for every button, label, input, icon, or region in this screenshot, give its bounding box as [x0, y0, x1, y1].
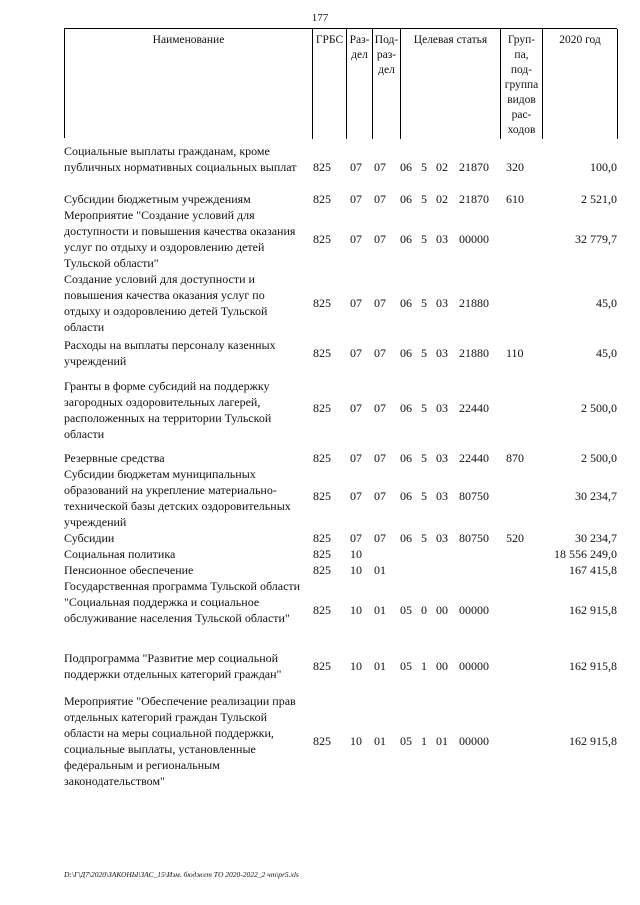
row-podrazdel: 01	[374, 563, 386, 577]
row-name: Расходы на выплаты персоналу казенных учреждений	[64, 338, 276, 368]
row-target-3: 03	[436, 346, 448, 360]
row-name: Социальная политика	[64, 547, 176, 561]
row-target-1: 06	[400, 296, 412, 310]
table-row	[64, 143, 617, 191]
file-path-footer: D:\Г\Д7\2020\ЗАКОНЫ\ЗАС_15\Изм. бюджет ТО 2020-2022_2 чт\pr5.xls	[64, 870, 299, 879]
row-target-2: 0	[421, 603, 427, 617]
row-grbs: 825	[313, 547, 331, 561]
row-target-3: 03	[436, 296, 448, 310]
row-name: Гранты в форме субсидий на поддержку загородных оздоровительных лагерей, расположенных на территории Тульской области	[64, 379, 272, 441]
row-name: Резервные средства	[64, 451, 165, 465]
row-grbs: 825	[313, 346, 331, 360]
row-razdel: 10	[350, 659, 362, 673]
row-target-3: 00	[436, 603, 448, 617]
row-amount: 100,0	[590, 160, 617, 174]
row-group: 110	[506, 346, 524, 360]
row-target-1: 06	[400, 346, 412, 360]
row-grbs: 825	[313, 563, 331, 577]
row-razdel: 10	[350, 603, 362, 617]
table-row	[64, 546, 617, 562]
row-target-3: 01	[436, 734, 448, 748]
row-target-4: 80750	[459, 489, 489, 503]
table-header	[64, 28, 617, 138]
table-row	[64, 530, 617, 546]
row-name: Субсидии бюджетным учреждениям	[64, 192, 251, 206]
table-row	[64, 271, 617, 335]
row-podrazdel: 07	[374, 489, 386, 503]
row-razdel: 10	[350, 547, 362, 561]
row-amount: 162 915,8	[569, 603, 617, 617]
row-target-2: 1	[421, 734, 427, 748]
row-grbs: 825	[313, 489, 331, 503]
row-grbs: 825	[313, 451, 331, 465]
row-target-1: 06	[400, 160, 412, 174]
row-name: Подпрограмма "Развитие мер социальной поддержки отдельных категорий граждан"	[64, 651, 282, 681]
header-name: Наименование	[65, 29, 313, 139]
row-amount: 18 556 249,0	[554, 547, 617, 561]
row-podrazdel: 07	[374, 192, 386, 206]
row-name: Мероприятие "Создание условий для доступности и повышения качества оказания услуг по отдыху и оздоровлению детей Тульской области"	[64, 208, 296, 270]
row-target-2: 5	[421, 296, 427, 310]
row-target-1: 06	[400, 192, 412, 206]
row-podrazdel: 01	[374, 603, 386, 617]
row-grbs: 825	[313, 401, 331, 415]
row-target-1: 05	[400, 659, 412, 673]
row-target-4: 00000	[459, 603, 489, 617]
row-podrazdel: 07	[374, 401, 386, 415]
row-amount: 162 915,8	[569, 659, 617, 673]
row-target-3: 02	[436, 160, 448, 174]
row-target-1: 06	[400, 451, 412, 465]
table-row	[64, 378, 617, 442]
table-row	[64, 207, 617, 271]
row-name: Социальные выплаты гражданам, кроме публичных нормативных социальных выплат	[64, 144, 297, 174]
row-target-3: 03	[436, 489, 448, 503]
header-podrazdel: Под- раз- дел	[373, 29, 401, 139]
header-year: 2020 год	[543, 29, 618, 139]
row-target-2: 5	[421, 160, 427, 174]
row-razdel: 10	[350, 734, 362, 748]
header-razdel: Раз- дел	[347, 29, 373, 139]
row-amount: 162 915,8	[569, 734, 617, 748]
table-row	[64, 466, 617, 530]
row-grbs: 825	[313, 232, 331, 246]
row-target-2: 5	[421, 451, 427, 465]
row-name: Субсидии	[64, 531, 115, 545]
row-razdel: 07	[350, 451, 362, 465]
row-target-4: 21880	[459, 296, 489, 310]
row-amount: 30 234,7	[575, 489, 617, 503]
row-razdel: 07	[350, 489, 362, 503]
row-target-1: 06	[400, 531, 412, 545]
row-grbs: 825	[313, 531, 331, 545]
row-target-1: 06	[400, 401, 412, 415]
table-row	[64, 337, 617, 377]
row-podrazdel: 07	[374, 232, 386, 246]
row-podrazdel: 01	[374, 659, 386, 673]
row-podrazdel: 07	[374, 451, 386, 465]
row-grbs: 825	[313, 659, 331, 673]
row-razdel: 07	[350, 346, 362, 360]
row-amount: 32 779,7	[575, 232, 617, 246]
row-target-1: 05	[400, 603, 412, 617]
table-row	[64, 191, 617, 207]
table-row	[64, 650, 617, 690]
table-row	[64, 450, 617, 466]
row-target-2: 5	[421, 192, 427, 206]
page-number: 177	[311, 12, 329, 24]
row-target-3: 03	[436, 531, 448, 545]
row-amount: 45,0	[596, 296, 617, 310]
row-target-4: 21870	[459, 160, 489, 174]
row-amount: 2 521,0	[581, 192, 617, 206]
row-amount: 30 234,7	[575, 531, 617, 545]
row-target-3: 03	[436, 232, 448, 246]
row-grbs: 825	[313, 296, 331, 310]
row-target-4: 22440	[459, 451, 489, 465]
row-target-4: 00000	[459, 734, 489, 748]
row-razdel: 07	[350, 160, 362, 174]
row-target-4: 21880	[459, 346, 489, 360]
row-group: 610	[506, 192, 524, 206]
row-name: Пенсионное обеспечение	[64, 563, 194, 577]
row-target-2: 5	[421, 346, 427, 360]
row-amount: 2 500,0	[581, 401, 617, 415]
row-grbs: 825	[313, 160, 331, 174]
row-target-3: 02	[436, 192, 448, 206]
row-podrazdel: 07	[374, 296, 386, 310]
row-target-4: 80750	[459, 531, 489, 545]
row-grbs: 825	[313, 192, 331, 206]
row-target-3: 00	[436, 659, 448, 673]
header-group: Груп- па, под- группа видов рас- ходов	[501, 29, 543, 139]
row-target-2: 1	[421, 659, 427, 673]
row-target-1: 06	[400, 489, 412, 503]
row-podrazdel: 07	[374, 160, 386, 174]
row-target-3: 03	[436, 451, 448, 465]
row-amount: 167 415,8	[569, 563, 617, 577]
row-target-2: 5	[421, 232, 427, 246]
row-target-4: 22440	[459, 401, 489, 415]
table-row	[64, 693, 617, 789]
row-target-2: 5	[421, 531, 427, 545]
row-target-3: 03	[436, 401, 448, 415]
row-name: Мероприятие "Обеспечение реализации прав отдельных категорий граждан Тульской области на меры социальной поддержки, социальные выплаты, установленные федеральным и региональным законодательством"	[64, 694, 296, 788]
row-razdel: 07	[350, 296, 362, 310]
row-podrazdel: 01	[374, 734, 386, 748]
row-target-2: 5	[421, 401, 427, 415]
row-target-4: 21870	[459, 192, 489, 206]
row-razdel: 07	[350, 192, 362, 206]
row-target-1: 06	[400, 232, 412, 246]
row-podrazdel: 07	[374, 346, 386, 360]
header-grbs: ГРБС	[313, 29, 347, 139]
row-podrazdel: 07	[374, 531, 386, 545]
row-group: 520	[506, 531, 524, 545]
row-target-1: 05	[400, 734, 412, 748]
row-name: Субсидии бюджетам муниципальных образований на укрепление материально-технической базы детских оздоровительных учреждений	[64, 467, 291, 529]
row-group: 870	[506, 451, 524, 465]
row-razdel: 07	[350, 401, 362, 415]
header-target: Целевая статья	[401, 29, 501, 139]
table-row	[64, 562, 617, 578]
row-razdel: 10	[350, 563, 362, 577]
row-razdel: 07	[350, 531, 362, 545]
row-amount: 2 500,0	[581, 451, 617, 465]
row-razdel: 07	[350, 232, 362, 246]
row-name: Государственная программа Тульской области "Социальная поддержка и социальное обслуживание населения Тульской области"	[64, 579, 301, 625]
row-amount: 45,0	[596, 346, 617, 360]
table-row	[64, 578, 617, 642]
row-name: Создание условий для доступности и повышения качества оказания услуг по отдыху и оздоровлению детей Тульской области	[64, 272, 268, 334]
row-grbs: 825	[313, 603, 331, 617]
row-grbs: 825	[313, 734, 331, 748]
row-group: 320	[506, 160, 524, 174]
row-target-4: 00000	[459, 659, 489, 673]
row-target-2: 5	[421, 489, 427, 503]
row-target-4: 00000	[459, 232, 489, 246]
